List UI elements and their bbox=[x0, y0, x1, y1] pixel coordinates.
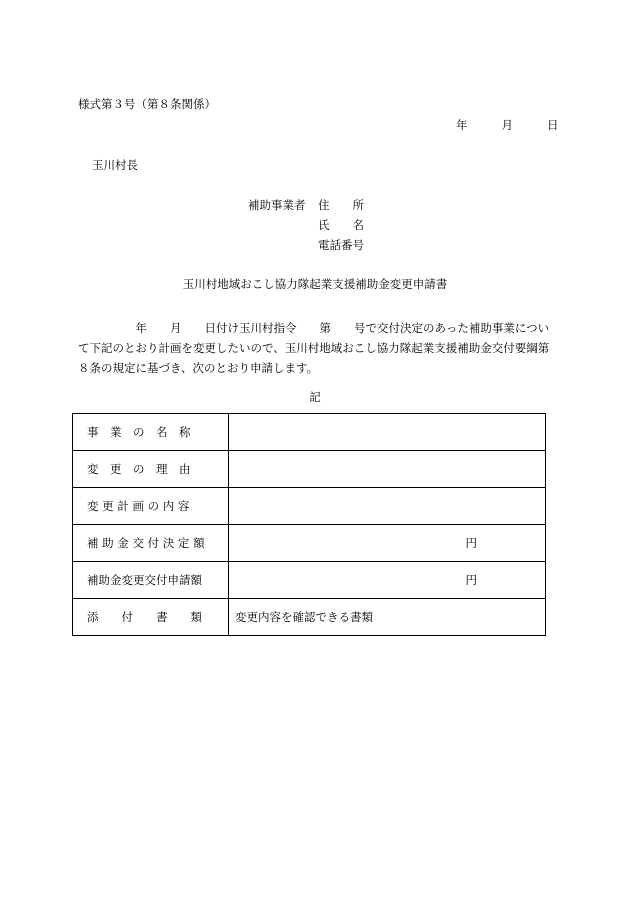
row-value-attachments: 変更内容を確認できる書類 bbox=[229, 599, 546, 636]
row-value-requested-amount[interactable] bbox=[229, 562, 546, 599]
applicant-address-label: 住 所 bbox=[318, 198, 364, 212]
row-label-project-name: 事 業 の 名 称 bbox=[73, 414, 229, 451]
table-row bbox=[73, 414, 546, 451]
date-month: 月 bbox=[501, 118, 513, 132]
row-value-project-name[interactable] bbox=[229, 414, 546, 451]
date-day: 日 bbox=[547, 118, 559, 132]
date-year: 年 bbox=[456, 118, 468, 132]
row-value-change-reason[interactable] bbox=[229, 451, 546, 488]
row-label-change-plan: 変 更 計 画 の 内 容 bbox=[73, 488, 229, 525]
yen-unit: 円 bbox=[465, 573, 477, 587]
table-row bbox=[73, 525, 546, 562]
table-row bbox=[73, 451, 546, 488]
table-row bbox=[73, 599, 546, 636]
document-title: 玉川村地域おこし協力隊起業支援補助金変更申請書 bbox=[182, 277, 448, 291]
applicant-phone-label: 電話番号 bbox=[318, 238, 364, 252]
body-paragraph: 年 月 日付け玉川村指令 第 号で交付決定のあった補助事業について下記のとおり計画を変更したいので、玉川村地域おこし協力隊起業支援補助金交付要綱第８条の規定に基づき、次のとおり申請します。 bbox=[78, 321, 550, 375]
yen-unit: 円 bbox=[465, 536, 477, 550]
row-label-change-reason: 変 更 の 理 由 bbox=[73, 451, 229, 488]
addressee: 玉川村長 bbox=[92, 158, 138, 172]
row-value-decided-amount[interactable] bbox=[229, 525, 546, 562]
form-number: 様式第３号（第８条関係） bbox=[78, 97, 216, 111]
row-value-change-plan[interactable] bbox=[229, 488, 546, 525]
table-row bbox=[73, 488, 546, 525]
row-label-attachments: 添 付 書 類 bbox=[73, 599, 229, 636]
row-label-requested-amount: 補助金変更交付申請額 bbox=[73, 562, 229, 599]
table-row bbox=[73, 562, 546, 599]
detail-table bbox=[72, 413, 546, 636]
ki-heading: 記 bbox=[309, 390, 321, 404]
row-label-decided-amount: 補 助 金 交 付 決 定 額 bbox=[73, 525, 229, 562]
date-line bbox=[456, 118, 559, 132]
applicant-name-label: 氏 名 bbox=[318, 218, 364, 232]
applicant-label: 補助事業者 bbox=[248, 198, 306, 212]
